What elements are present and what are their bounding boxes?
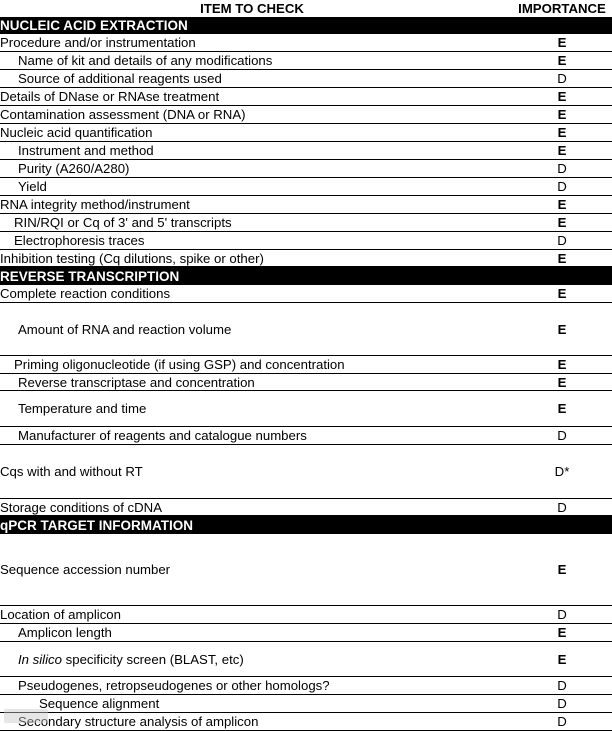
row-item: Manufacturer of reagents and catalogue numbers [0,427,508,445]
row-importance: E [508,34,612,52]
row-item: Inhibition testing (Cq dilutions, spike or other) [0,250,508,267]
row-item: Nucleic acid quantification [0,124,508,142]
row-importance: E [508,642,612,677]
table-row [0,624,612,642]
row-item: Pseudogenes, retropseudogenes or other homologs? [0,677,508,695]
table-row [0,391,612,427]
row-importance: E [508,534,612,606]
row-item: Contamination assessment (DNA or RNA) [0,106,508,124]
table-row [0,499,612,516]
row-importance: E [508,624,612,642]
row-item: Electrophoresis traces [0,232,508,250]
row-item: Name of kit and details of any modifications [0,52,508,70]
row-importance: D [508,160,612,178]
table-row [0,303,612,356]
table-row [0,534,612,606]
row-item: Procedure and/or instrumentation [0,34,508,52]
row-item: Secondary structure analysis of amplicon [0,713,508,731]
row-item: Details of DNase or RNAse treatment [0,88,508,106]
row-item: RIN/RQI or Cq of 3' and 5' transcripts [0,214,508,232]
table-row [0,427,612,445]
row-item: Storage conditions of cDNA [0,499,508,516]
section-title: NUCLEIC ACID EXTRACTION [0,18,188,33]
row-item: Sequence alignment [0,695,508,713]
row-importance: D* [508,445,612,499]
row-importance: D [508,713,612,731]
row-importance: D [508,70,612,88]
table-row [0,285,612,303]
table-row [0,695,612,713]
section-header [0,267,612,285]
table-row [0,250,612,267]
table-row [0,642,612,677]
row-importance: E [508,214,612,232]
row-importance: E [508,124,612,142]
row-importance: E [508,88,612,106]
row-importance: E [508,142,612,160]
table-row [0,713,612,731]
row-importance: D [508,606,612,624]
table-row [0,70,612,88]
table-row [0,445,612,499]
row-item: Location of amplicon [0,606,508,624]
row-importance: E [508,356,612,374]
row-item: Sequence accession number [0,534,508,606]
table-row [0,178,612,196]
row-importance: D [508,695,612,713]
row-item [0,642,508,677]
table-row [0,124,612,142]
row-importance: E [508,391,612,427]
row-item: RNA integrity method/instrument [0,196,508,214]
row-item: Source of additional reagents used [0,70,508,88]
row-importance: D [508,232,612,250]
row-item: Yield [0,178,508,196]
table-row [0,34,612,52]
header-item: ITEM TO CHECK [200,1,304,16]
row-importance: E [508,285,612,303]
row-item: Amount of RNA and reaction volume [0,303,508,356]
row-importance: E [508,250,612,267]
section-title: REVERSE TRANSCRIPTION [0,268,180,284]
row-item: Complete reaction conditions [0,285,508,303]
row-item: Amplicon length [0,624,508,642]
row-importance: D [508,178,612,196]
row-importance: E [508,303,612,356]
row-importance: E [508,52,612,70]
section-title: qPCR TARGET INFORMATION [0,517,193,533]
row-item: Reverse transcriptase and concentration [0,374,508,391]
row-importance: E [508,106,612,124]
watermark [4,709,48,723]
row-importance: D [508,677,612,695]
row-importance: D [508,427,612,445]
row-item: Priming oligonucleotide (if using GSP) and concentration [0,356,508,374]
section-header [0,516,612,534]
row-importance: D [508,499,612,516]
section-header [0,17,612,34]
row-item: Cqs with and without RT [0,445,508,499]
row-item-text: specificity screen (BLAST, etc) [61,651,244,667]
table-row [0,160,612,178]
row-importance: E [508,196,612,214]
row-item: Temperature and time [0,391,508,427]
row-item: Instrument and method [0,142,508,160]
header-importance: IMPORTANCE [518,1,606,16]
table-row [0,142,612,160]
table-row [0,356,612,374]
table-row [0,88,612,106]
table-row [0,606,612,624]
table-row [0,374,612,391]
table-row [0,677,612,695]
row-item: Purity (A260/A280) [0,160,508,178]
table-row [0,232,612,250]
table-row [0,214,612,232]
table-row [0,106,612,124]
table-row [0,52,612,70]
table-row [0,196,612,214]
table-header [0,0,612,17]
in-silico-italic: In silico [18,651,62,667]
row-importance: E [508,374,612,391]
